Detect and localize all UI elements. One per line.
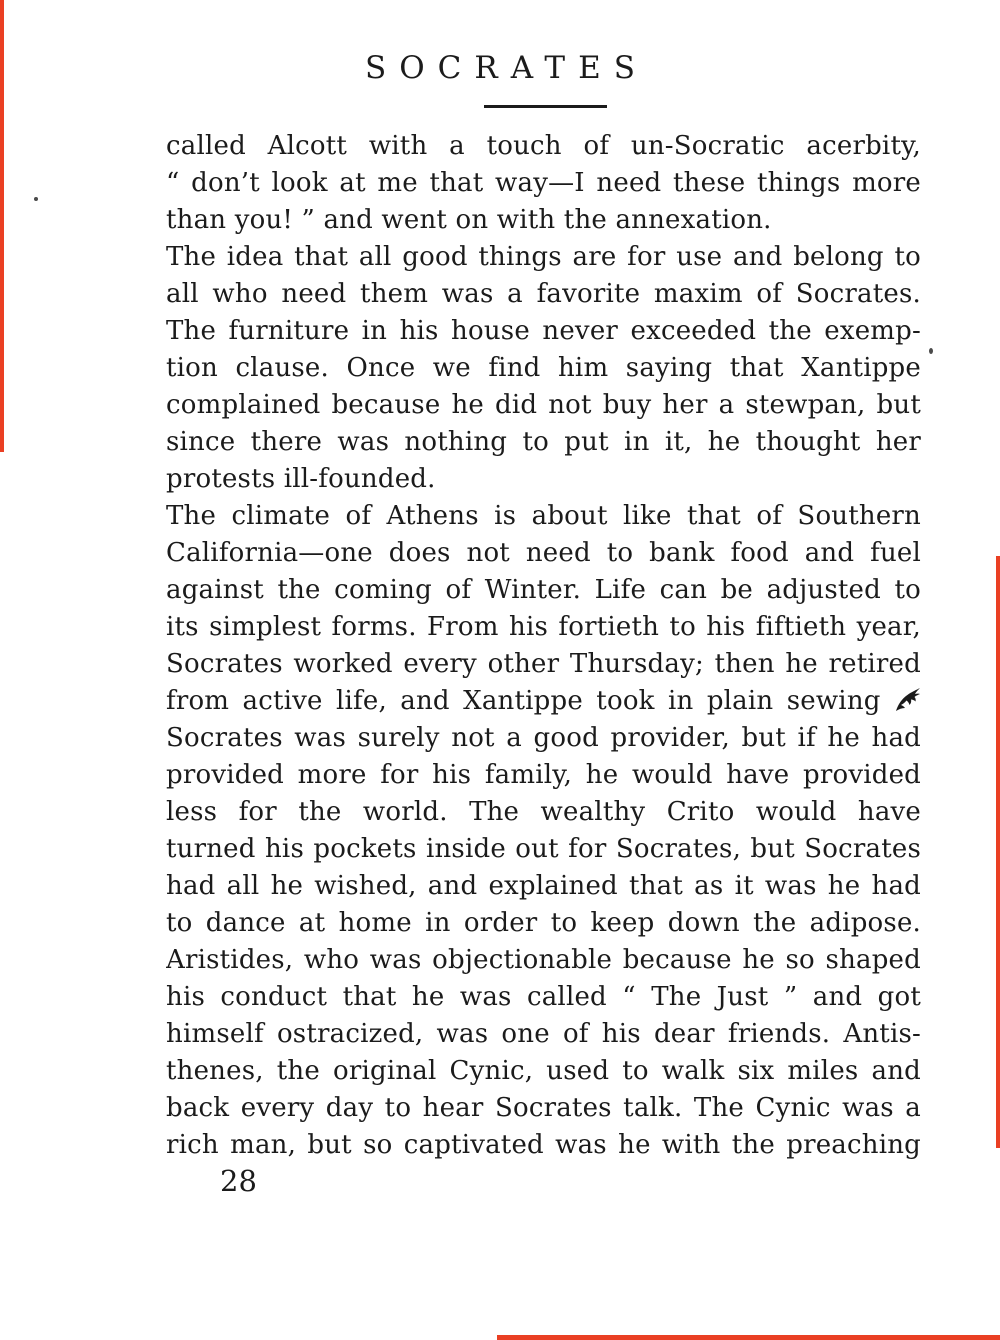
text-line: Socrates was surely not a good provider, but if he had xyxy=(166,723,921,753)
text-line: to dance at home in order to keep down the adipose. xyxy=(166,908,921,938)
text-line: The climate of Athens is about like that of Southern xyxy=(166,501,921,531)
text-line: California—one does not need to bank food and fuel xyxy=(166,538,921,568)
scan-edge-artifact-right xyxy=(996,556,1000,1148)
scan-speck xyxy=(929,348,933,354)
scan-edge-artifact-bottom xyxy=(497,1335,1000,1340)
text-line: thenes, the original Cynic, used to walk six miles and xyxy=(166,1056,921,1086)
fleuron-leaf-ornament-icon xyxy=(894,687,921,713)
text-line: provided more for his family, he would have provided xyxy=(166,760,921,790)
page-title: SOCRATES xyxy=(365,50,648,86)
title-divider-rule xyxy=(484,105,607,108)
scan-speck xyxy=(34,197,38,201)
text-line: its simplest forms. From his fortieth to his fiftieth year, xyxy=(166,612,921,642)
text-line: The furniture in his house never exceeded the exemp- xyxy=(166,316,921,346)
text-line: complained because he did not buy her a stewpan, but xyxy=(166,390,921,420)
text-line: had all he wished, and explained that as it was he had xyxy=(166,871,921,901)
text-line: against the coming of Winter. Life can be adjusted to xyxy=(166,575,921,605)
text-line: turned his pockets inside out for Socrates, but Socrates xyxy=(166,834,921,864)
text-line: since there was nothing to put in it, he thought her xyxy=(166,427,921,457)
text-line: tion clause. Once we find him saying that Xantippe xyxy=(166,353,921,383)
text-line: Aristides, who was objectionable because he so shaped xyxy=(166,945,921,975)
text-line: than you! ” and went on with the annexation. xyxy=(166,205,772,235)
text-line: Socrates worked every other Thursday; then he retired xyxy=(166,649,921,679)
text-line: himself ostracized, was one of his dear friends. Antis- xyxy=(166,1019,921,1049)
page-number: 28 xyxy=(220,1164,257,1198)
text-line: The idea that all good things are for use and belong to xyxy=(166,242,921,272)
text-line: called Alcott with a touch of un-Socratic acerbity, xyxy=(166,131,921,161)
body-text-block xyxy=(166,128,921,1164)
text-line: back every day to hear Socrates talk. The Cynic was a xyxy=(166,1093,921,1123)
text-line: protests ill-founded. xyxy=(166,464,436,494)
text-line: his conduct that he was called “ The Just ” and got xyxy=(166,982,921,1012)
text-line: from active life, and Xantippe took in plain sewing xyxy=(166,683,921,720)
text-line: all who need them was a favorite maxim of Socrates. xyxy=(166,279,921,309)
text-line: rich man, but so captivated was he with the preaching xyxy=(166,1130,921,1160)
text-line: less for the world. The wealthy Crito would have xyxy=(166,797,921,827)
text-line: “ don’t look at me that way—I need these things more xyxy=(166,168,921,198)
